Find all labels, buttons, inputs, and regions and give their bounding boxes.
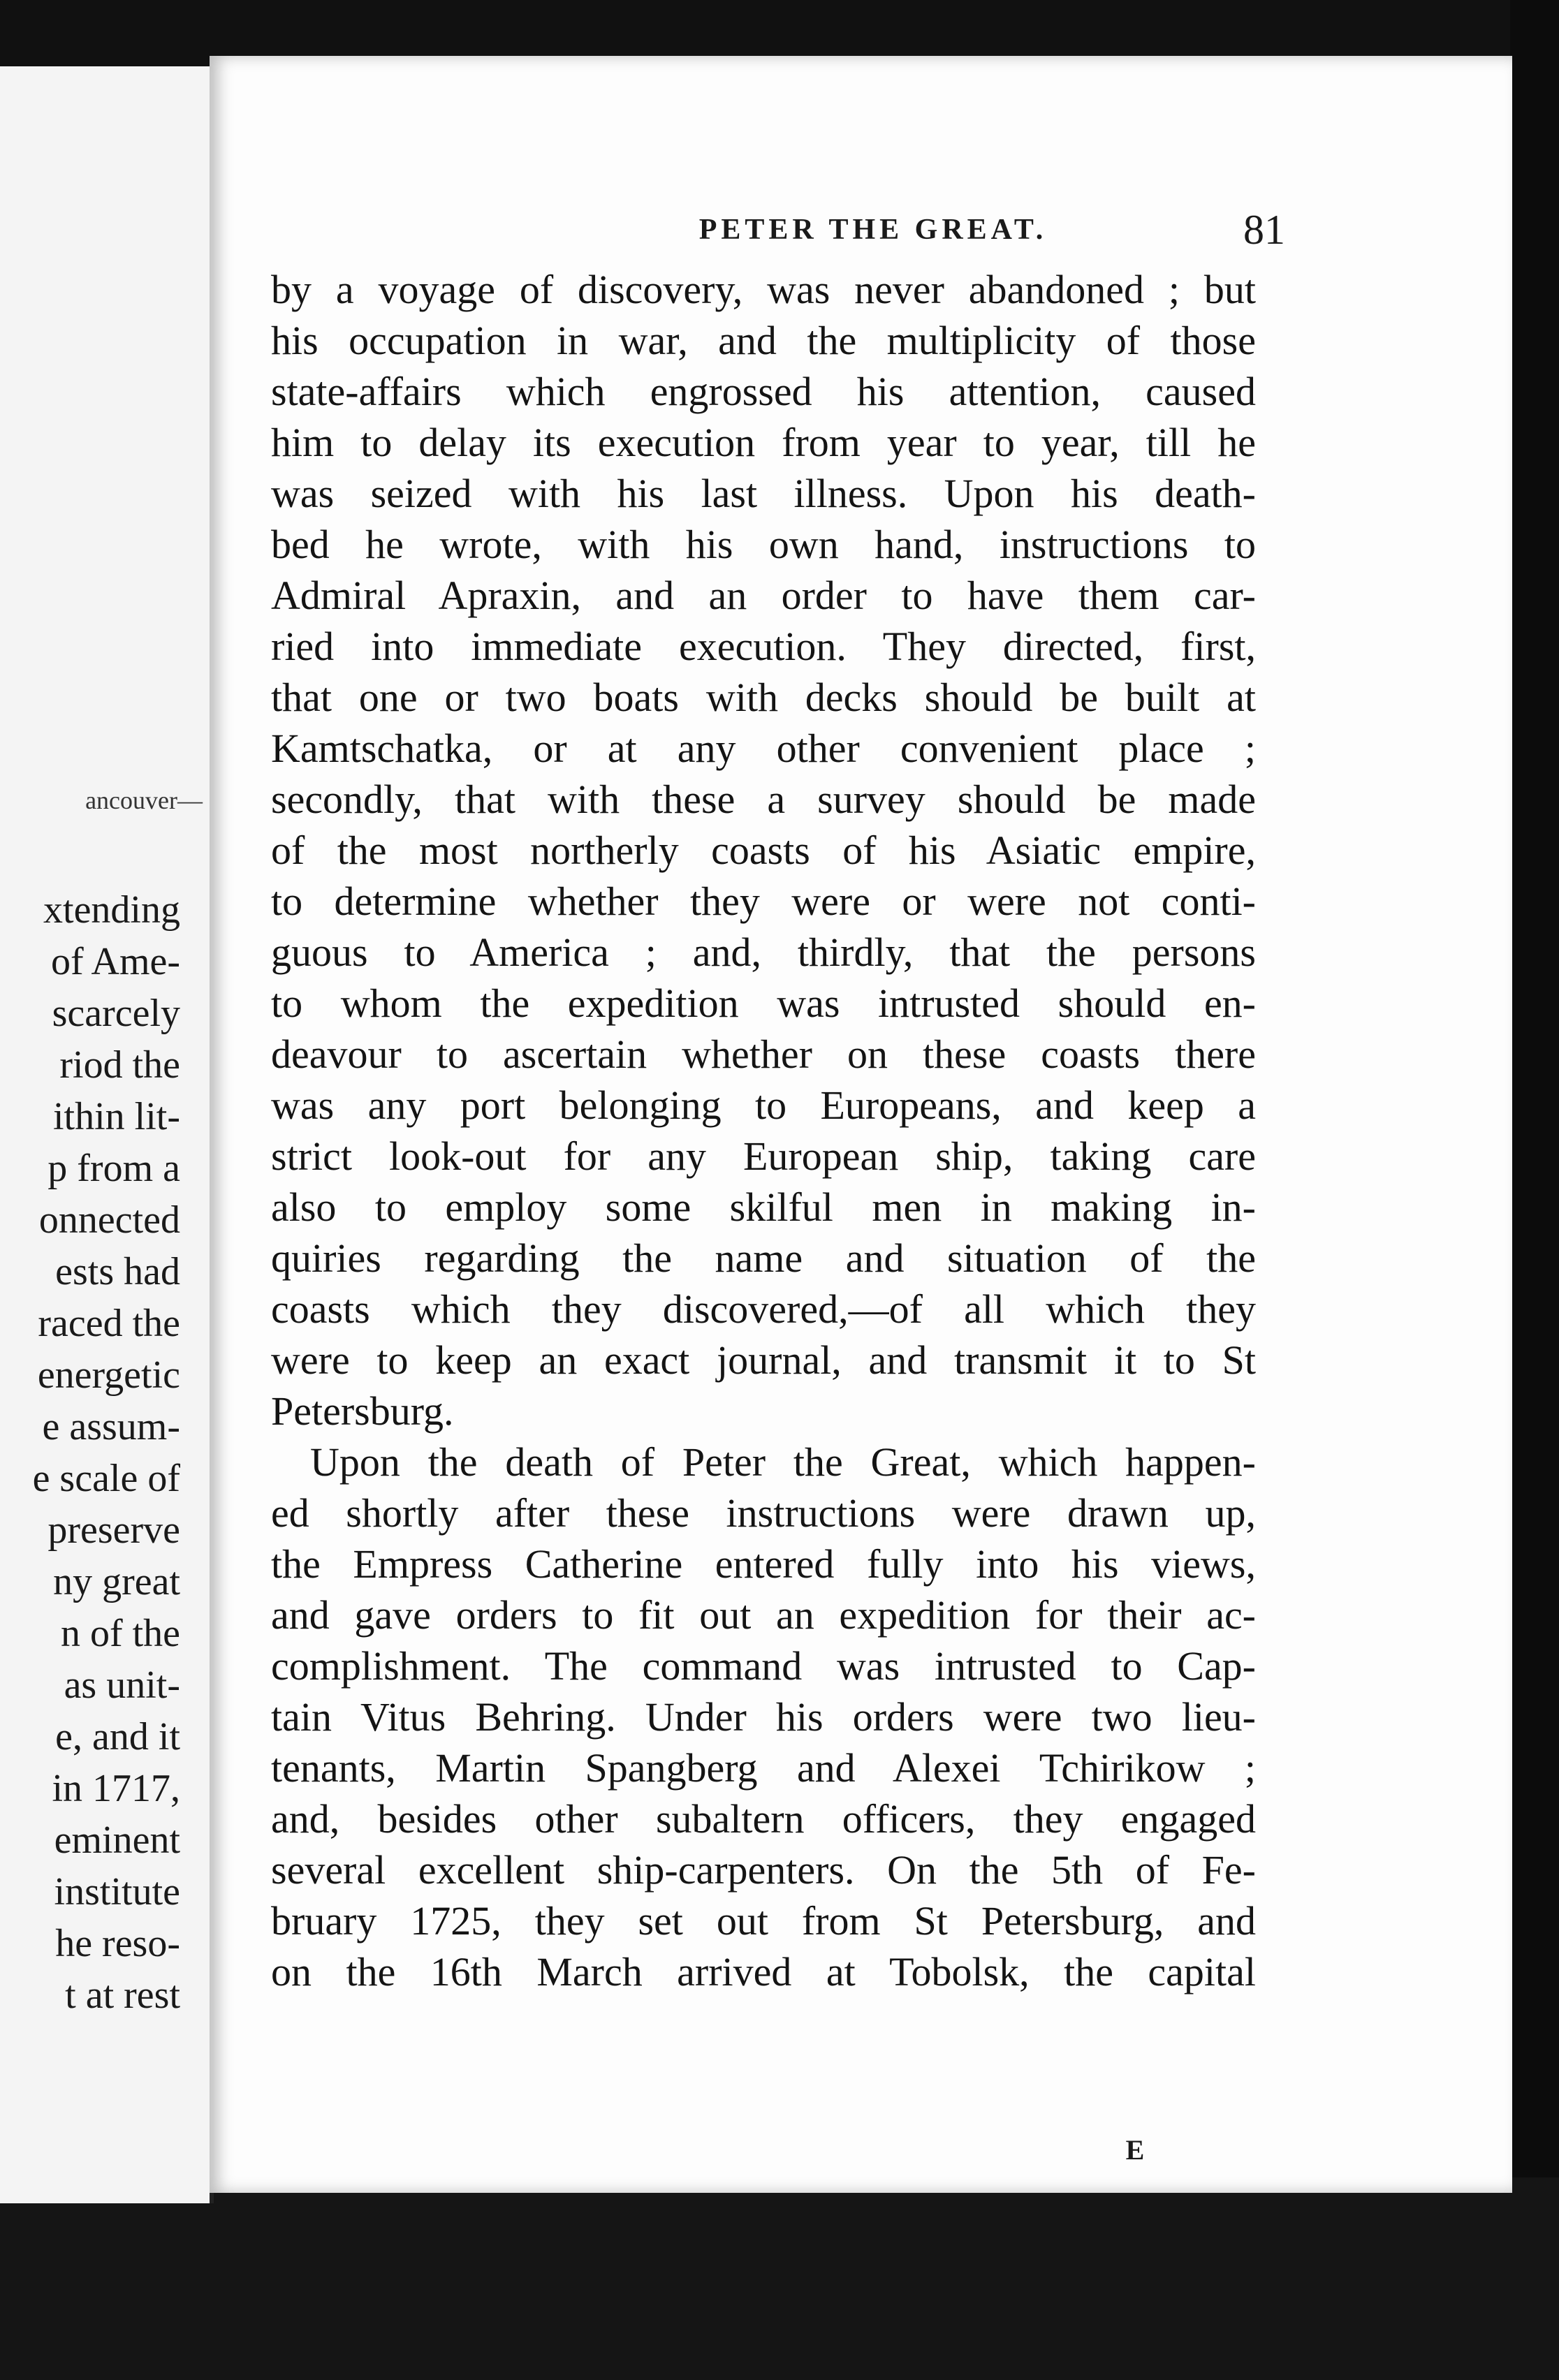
text-line: several excellent ship-carpenters. On the 5th of Fe- — [271, 1847, 1256, 1893]
text-line: Upon the death of Peter the Great, which happen- — [310, 1439, 1256, 1485]
text-line: him to delay its execution from year to year, till he — [271, 420, 1256, 465]
signature-mark: E — [1125, 2134, 1145, 2166]
left-page-line-fragment: e, and it — [55, 1715, 180, 1758]
text-line: his occupation in war, and the multiplicity of those — [271, 318, 1256, 363]
text-line: guous to America ; and, thirdly, that the persons — [271, 930, 1256, 975]
text-line: Petersburg. — [271, 1388, 454, 1434]
left-page-line-fragment: preserve — [47, 1508, 180, 1552]
text-line: secondly, that with these a survey should be made — [271, 777, 1256, 822]
text-line: to whom the expedition was intrusted should en- — [271, 980, 1256, 1026]
text-line: complishment. The command was intrusted to Cap- — [271, 1643, 1256, 1689]
page-number: 81 — [1243, 207, 1285, 253]
left-page-line-fragment: ithin lit- — [53, 1095, 180, 1138]
text-line: Kamtschatka, or at any other convenient place ; — [271, 726, 1256, 771]
left-page-line-fragment: t at rest — [65, 1974, 180, 2017]
left-page-text-column — [0, 66, 210, 2203]
text-line: deavour to ascertain whether on these coasts there — [271, 1031, 1256, 1077]
text-line: was seized with his last illness. Upon his death- — [271, 471, 1256, 516]
page-body-text — [271, 264, 1256, 1997]
left-page-line-fragment: energetic — [37, 1353, 180, 1397]
text-line: strict look-out for any European ship, taking care — [271, 1133, 1256, 1179]
left-page-header-fragment: ancouver— — [85, 786, 203, 814]
text-line: that one or two boats with decks should be built at — [271, 675, 1256, 720]
left-page-line-fragment: riod the — [59, 1043, 180, 1087]
text-line: bed he wrote, with his own hand, instructions to — [271, 522, 1256, 567]
text-line: bruary 1725, they set out from St Petersburg, and — [271, 1898, 1256, 1944]
text-line: and, besides other subaltern officers, they engaged — [271, 1796, 1256, 1842]
left-page-line-fragment: eminent — [54, 1819, 180, 1862]
text-line: by a voyage of discovery, was never abandoned ; but — [271, 267, 1256, 312]
left-page-line-fragment: xtending — [43, 888, 180, 932]
book-page — [210, 56, 1512, 2193]
paragraph-2 — [271, 1437, 1256, 1997]
text-line: were to keep an exact journal, and transmit it to St — [271, 1337, 1256, 1383]
text-line: coasts which they discovered,—of all which they — [271, 1286, 1256, 1332]
text-line: to determine whether they were or were not conti- — [271, 879, 1256, 924]
text-line: of the most northerly coasts of his Asiatic empire, — [271, 828, 1256, 873]
left-page-line-fragment: of Ame- — [50, 940, 180, 983]
left-page-line-fragment: onnected — [38, 1198, 180, 1242]
left-page-line-fragment: he reso- — [55, 1922, 180, 1965]
text-line: tain Vitus Behring. Under his orders were two lieu- — [271, 1694, 1256, 1740]
left-page-line-fragment: raced the — [38, 1302, 180, 1345]
text-line: state-affairs which engrossed his attention, caused — [271, 369, 1256, 414]
left-facing-page — [0, 66, 214, 2203]
text-line: ried into immediate execution. They directed, first, — [271, 624, 1256, 669]
left-page-line-fragment: p from a — [47, 1147, 180, 1190]
left-page-line-fragment: ny great — [53, 1560, 180, 1603]
text-line: and gave orders to fit out an expedition for their ac- — [271, 1592, 1256, 1638]
text-line: tenants, Martin Spangberg and Alexei Tchirikow ; — [271, 1745, 1256, 1791]
left-page-line-fragment: institute — [54, 1870, 180, 1913]
text-line: quiries regarding the name and situation of the — [271, 1235, 1256, 1281]
text-line: on the 16th March arrived at Tobolsk, the capital — [271, 1949, 1256, 1995]
left-page-line-fragment: ests had — [55, 1250, 180, 1293]
left-page-line-fragment: in 1717, — [52, 1767, 180, 1810]
left-page-line-fragment: n of the — [60, 1612, 180, 1655]
scan-border-right — [1510, 0, 1559, 2380]
left-page-line-fragment: e assum- — [42, 1405, 180, 1448]
text-line: the Empress Catherine entered fully into his views, — [271, 1541, 1256, 1587]
text-line: Admiral Apraxin, and an order to have them car- — [271, 573, 1256, 618]
paragraph-1 — [271, 264, 1256, 1437]
scan-border-bottom — [0, 2177, 1559, 2380]
left-page-line-fragment: e scale of — [32, 1457, 180, 1500]
text-line: was any port belonging to Europeans, and keep a — [271, 1082, 1256, 1128]
running-head: PETER THE GREAT. — [698, 214, 1048, 246]
text-line: ed shortly after these instructions were drawn up, — [271, 1490, 1256, 1536]
left-page-line-fragment: as unit- — [64, 1663, 180, 1707]
text-line: also to employ some skilful men in making in- — [271, 1184, 1256, 1230]
left-page-line-fragment: scarcely — [52, 992, 180, 1035]
